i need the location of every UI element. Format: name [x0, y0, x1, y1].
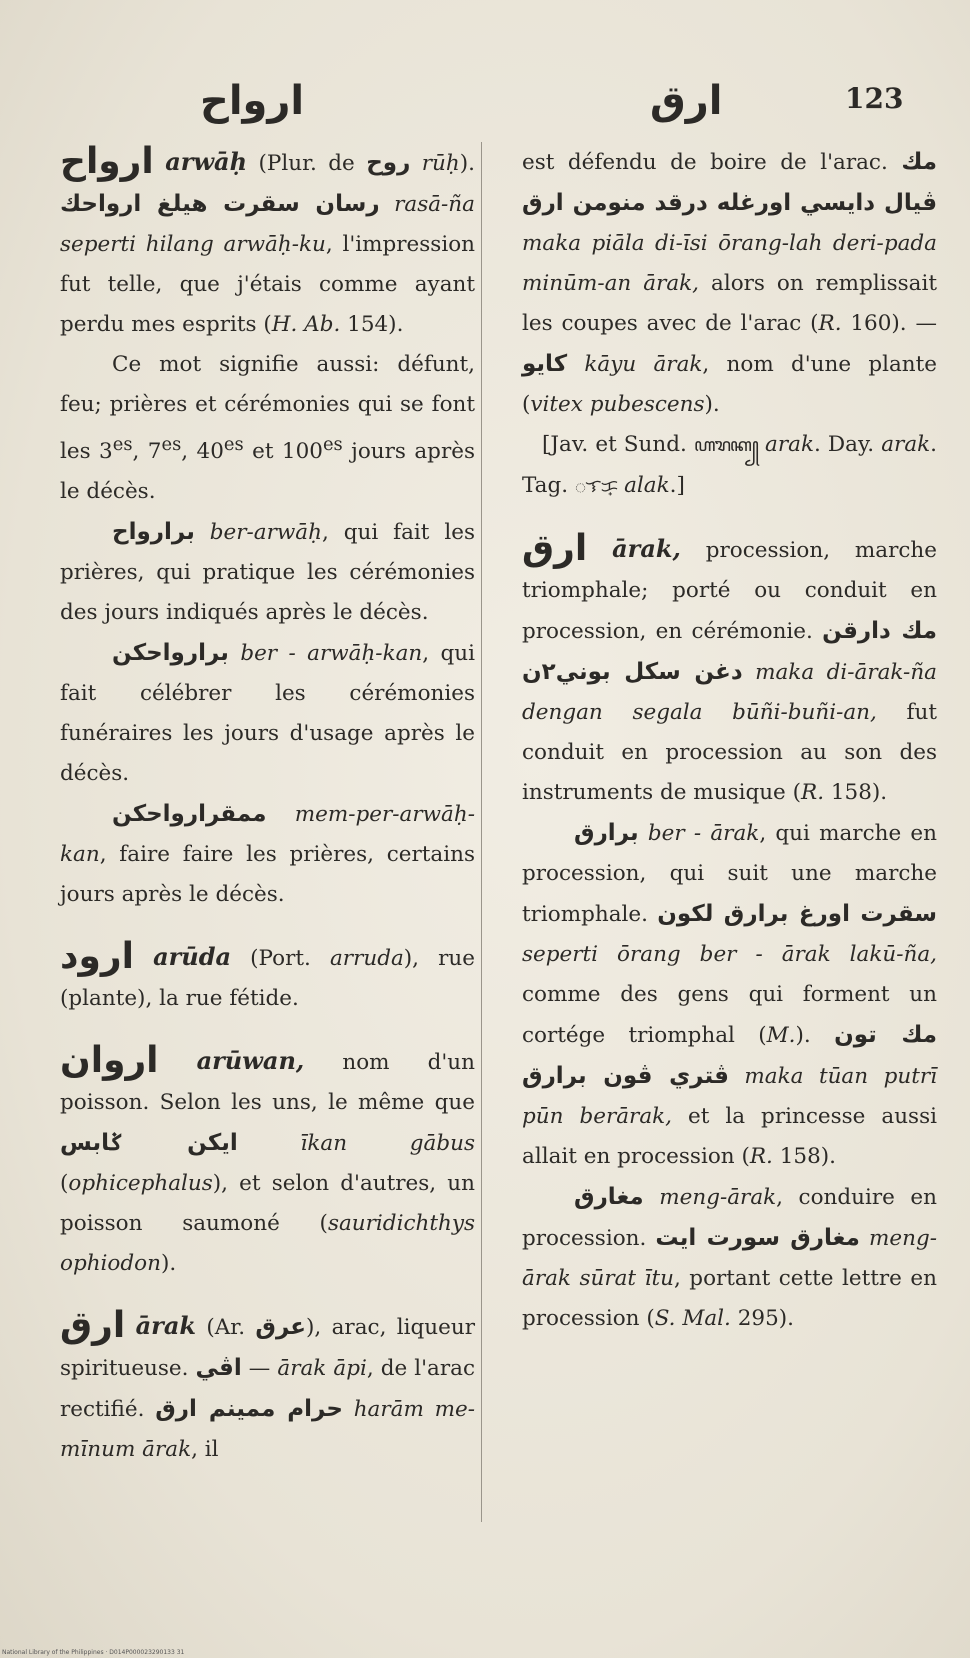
transliteration: rūḥ	[421, 151, 460, 176]
arabic-example: مك ڤيال دايسي اورغله درقد منومن ارق	[522, 149, 937, 216]
derived-arabic: برارواح	[112, 519, 195, 546]
definition-text: ), et selon d'autres, un poisson saumoné (	[60, 1171, 475, 1237]
arabic-text: عرق	[255, 1314, 307, 1341]
definition-text: , conduire en procession.	[522, 1185, 937, 1251]
definition-text: 158).	[772, 1144, 836, 1169]
running-head-right: ارق	[650, 78, 723, 124]
tagalog-script: ᜀᜎᜃ᜔	[574, 476, 618, 497]
definition-text: [Jav. et Sund.	[542, 432, 694, 457]
headword-arabic: ارق	[522, 528, 588, 569]
transliteration: arak	[881, 432, 931, 457]
example-transliteration: rasā-ña seperti hilang arwāḥ-ku	[60, 192, 475, 257]
derived-form	[60, 794, 475, 915]
arabic-text: كايو	[522, 351, 568, 377]
derived-form	[522, 813, 937, 1177]
definition-text: , nom d'une plante (	[522, 352, 937, 417]
page-number: 123	[845, 82, 904, 115]
definition-text: , l'impression fut telle, que j'étais comme ayant perdu mes esprits (	[60, 232, 476, 337]
definition-text: ), arac, liqueur spiritueuse.	[60, 1315, 475, 1382]
definition-text: ).	[160, 1251, 177, 1277]
definition-text: , portant cette lettre en procession (	[522, 1266, 937, 1331]
entry-aruda	[60, 937, 475, 1019]
example-transliteration: harām me-mīnum ārak	[60, 1397, 475, 1463]
definition-text: 158).	[824, 780, 888, 805]
arabic-example: رسان سقرت هيلغ ارواحك	[60, 191, 380, 217]
transliteration: alak	[624, 473, 670, 498]
headword: ārak,	[612, 534, 681, 563]
transliteration: ārak āpi	[277, 1356, 367, 1382]
derived-arabic: برارق	[574, 820, 639, 846]
arabic-example: سقرت اورغ برارق لکون	[657, 901, 937, 927]
definition-text: (	[60, 1171, 69, 1197]
entry-arwah	[60, 142, 475, 915]
definition-text: (Ar.	[196, 1315, 256, 1341]
source-ref: R.	[818, 311, 842, 336]
definition-text: fut conduit en procession au son des instruments de musique (	[522, 700, 937, 805]
source-ref: R.	[801, 780, 825, 805]
derived-arabic: برارواحكن	[112, 640, 229, 667]
derived-transliteration: ber - ārak	[647, 821, 760, 846]
definition-text: , de l'arac rectifié.	[60, 1356, 476, 1423]
example-transliteration: maka di-ārak-ña dengan segala būñi-buñi-an,	[522, 660, 937, 725]
headword-arabic: ارق	[60, 1305, 126, 1347]
left-column	[60, 142, 475, 1492]
definition-text: . Tag.	[522, 432, 938, 498]
cognates-note	[522, 425, 937, 507]
definition-text: procession, marche triomphale; porté ou conduit en procession, en cérémonie.	[522, 538, 937, 644]
arabic-example: مك دارقن دغن سکل بوني٢ن	[522, 618, 937, 685]
definition-text: , 7	[132, 439, 162, 465]
example-transliteration: seperti ōrang ber - ārak lakū-ña,	[522, 942, 937, 967]
source-ref: M.	[766, 1023, 796, 1048]
definition-text: .]	[669, 473, 685, 498]
column-divider	[481, 142, 482, 1522]
species-name: vitex pubescens	[530, 392, 705, 417]
definition-text: ).	[459, 151, 475, 176]
definition-text: Ce mot signifie aussi: défunt, feu; prières et cérémonies qui se font les 3	[60, 352, 475, 465]
superscript: es	[112, 434, 133, 455]
derived-transliteration: ber-arwāḥ	[209, 520, 322, 546]
definition-text: —	[241, 1356, 278, 1382]
definition-text: . Day.	[814, 432, 882, 457]
example-transliteration: maka tūan putrī pūn berārak,	[522, 1064, 937, 1129]
definition-text: , qui fait célébrer les cérémonies funéraires les jours d'usage après le décès.	[60, 641, 475, 787]
right-column	[522, 142, 937, 1361]
example-transliteration: meng-ārak sūrat ītu	[522, 1226, 937, 1291]
definition-text: nom d'un poisson. Selon les uns, le même que	[60, 1050, 475, 1116]
definition-text: , qui marche en procession, qui suit une marche triomphale.	[522, 821, 937, 927]
definition-text	[410, 151, 421, 176]
definition-text: est défendu de boire de l'arac.	[522, 150, 902, 175]
headword: ārak	[135, 1311, 196, 1341]
entry-aruwan	[60, 1041, 475, 1284]
source-ref: S. Mal.	[654, 1306, 731, 1331]
derived-arabic: ممقرارواحكن	[112, 801, 267, 828]
headword-arabic: اروان	[60, 1040, 159, 1082]
derived-form	[60, 512, 475, 633]
superscript: es	[322, 434, 343, 455]
definition-text: (Plur. de	[247, 151, 367, 176]
derived-transliteration: ber - arwāḥ-kan	[240, 641, 423, 667]
headword-arabic: ارواح	[60, 141, 154, 182]
arabic-text: ايكن ݢابس	[60, 1130, 238, 1157]
definition-text: ), rue (plante), la rue fétide.	[60, 946, 475, 1012]
transliteration: īkan gābus	[300, 1131, 475, 1157]
definition-text: et 100	[243, 439, 323, 465]
derived-transliteration: meng-ārak	[659, 1185, 777, 1210]
definition-text: 295).	[730, 1306, 794, 1331]
transliteration: kāyu ārak	[584, 352, 703, 377]
headword: arūda	[153, 942, 232, 972]
headword: arūwan,	[196, 1046, 305, 1076]
definition-text: ).	[795, 1023, 835, 1048]
derived-arabic: مغارق	[574, 1184, 644, 1210]
arabic-example: مغارق سورت ايت	[655, 1225, 860, 1251]
species-name: ophicephalus	[68, 1171, 213, 1197]
arabic-text: روح	[366, 150, 411, 176]
species-name: sauridichthys ophiodon	[60, 1211, 475, 1277]
entry-paragraph	[60, 345, 475, 512]
definition-text: 154).	[340, 312, 404, 337]
entry-arak-procession	[522, 529, 937, 1339]
running-head-left: ارواح	[200, 78, 305, 124]
scan-footer: National Library of the Philippines · D014P000023290133 31	[2, 1649, 185, 1656]
example-transliteration: maka piāla di-īsi ōrang-lah deri-pada minūm-an ārak,	[522, 231, 937, 296]
source-ref: R.	[749, 1144, 773, 1169]
definition-text: 160). —	[841, 311, 937, 336]
derived-form	[60, 633, 475, 794]
arabic-example: مك تون ڤتري ڤون برارق	[522, 1022, 937, 1089]
arabic-example: حرام ممينم ارق	[155, 1396, 343, 1423]
definition-text: , 40	[181, 439, 224, 465]
headword-arabic: ارود	[60, 936, 134, 978]
arabic-text: اڤي	[195, 1355, 242, 1382]
headword: arwāḥ	[165, 147, 248, 176]
entry-arak	[60, 1306, 475, 1470]
derived-transliteration: mem-per-arwāḥ-kan	[60, 802, 475, 868]
definition-text: et la princesse aussi allait en procession (	[522, 1104, 937, 1169]
definition-text: , qui fait les prières, qui pratique les cérémonies des jours indiqués après le décès.	[60, 520, 475, 626]
superscript: es	[223, 434, 244, 455]
entry-arak-continued	[522, 142, 937, 507]
definition-text: jours après le décès.	[60, 439, 475, 505]
definition-text: , il	[191, 1437, 219, 1463]
definition-text: ).	[704, 392, 720, 417]
superscript: es	[161, 434, 182, 455]
transliteration: arak	[765, 432, 814, 457]
etymology: arruda	[329, 946, 404, 972]
definition-text: comme des gens qui forment un cortége triomphal (	[522, 982, 937, 1048]
definition-text: alors on remplissait les coupes avec de l'arac (	[522, 271, 937, 336]
javanese-script: ꦲꦫꦏ꧀	[693, 435, 758, 456]
derived-form	[522, 1177, 937, 1339]
source-ref: H. Ab.	[271, 312, 341, 337]
definition-text: , faire faire les prières, certains jours après le décès.	[60, 842, 475, 908]
definition-text: (Port.	[231, 946, 330, 972]
